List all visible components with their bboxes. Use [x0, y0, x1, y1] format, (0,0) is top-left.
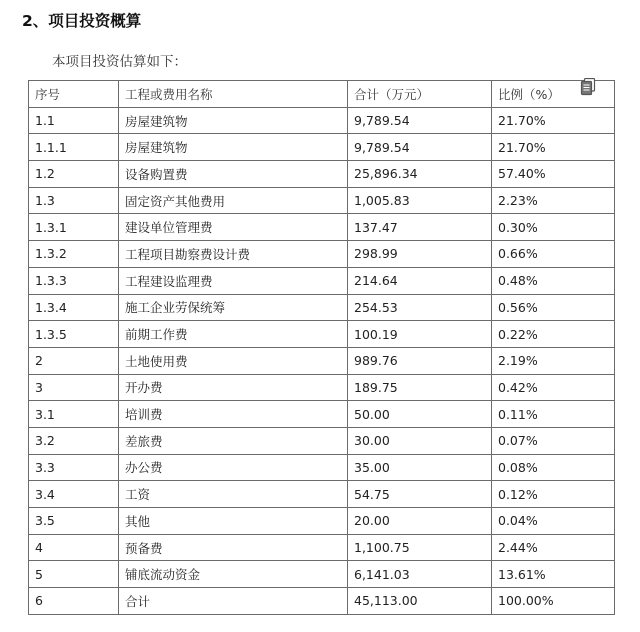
cell-name: 差旅费 [119, 427, 348, 454]
cell-index: 3 [29, 374, 119, 401]
cell-total: 54.75 [348, 481, 492, 508]
cell-index: 1.3.4 [29, 294, 119, 321]
cell-index: 3.4 [29, 481, 119, 508]
cell-index: 1.1 [29, 107, 119, 134]
cell-index: 2 [29, 347, 119, 374]
cell-total: 989.76 [348, 347, 492, 374]
header-index: 序号 [29, 81, 119, 108]
table-row [29, 241, 615, 268]
cell-index: 5 [29, 561, 119, 588]
table-row [29, 134, 615, 161]
cell-index: 3.2 [29, 427, 119, 454]
table-header-row [29, 81, 615, 108]
cell-name: 合计 [119, 588, 348, 615]
cell-ratio: 21.70% [492, 134, 615, 161]
cell-total: 50.00 [348, 401, 492, 428]
cell-name: 前期工作费 [119, 321, 348, 348]
cell-ratio: 0.56% [492, 294, 615, 321]
table-row [29, 427, 615, 454]
cell-name: 工程项目勘察费设计费 [119, 241, 348, 268]
cell-total: 1,100.75 [348, 534, 492, 561]
cell-ratio: 100.00% [492, 588, 615, 615]
cell-ratio: 13.61% [492, 561, 615, 588]
header-ratio: 比例（%） [492, 81, 615, 108]
cell-total: 6,141.03 [348, 561, 492, 588]
cell-name: 建设单位管理费 [119, 214, 348, 241]
cell-total: 25,896.34 [348, 161, 492, 188]
cell-ratio: 2.44% [492, 534, 615, 561]
cell-name: 工程建设监理费 [119, 267, 348, 294]
cell-index: 3.3 [29, 454, 119, 481]
cell-name: 固定资产其他费用 [119, 187, 348, 214]
cell-name: 其他 [119, 508, 348, 535]
cell-ratio: 0.11% [492, 401, 615, 428]
table-row [29, 454, 615, 481]
cell-index: 1.3.1 [29, 214, 119, 241]
cell-index: 1.3.5 [29, 321, 119, 348]
investment-table [28, 80, 615, 615]
cell-ratio: 0.66% [492, 241, 615, 268]
table-row [29, 508, 615, 535]
cell-index: 3.5 [29, 508, 119, 535]
cell-ratio: 0.08% [492, 454, 615, 481]
cell-total: 100.19 [348, 321, 492, 348]
cell-ratio: 0.07% [492, 427, 615, 454]
cell-name: 土地使用费 [119, 347, 348, 374]
section-heading: 2、项目投资概算 [22, 12, 142, 30]
cell-name: 预备费 [119, 534, 348, 561]
table-row [29, 187, 615, 214]
cell-name: 工资 [119, 481, 348, 508]
table-row [29, 481, 615, 508]
cell-ratio: 0.48% [492, 267, 615, 294]
cell-total: 9,789.54 [348, 107, 492, 134]
cell-total: 189.75 [348, 374, 492, 401]
cell-index: 1.3.3 [29, 267, 119, 294]
table-row [29, 267, 615, 294]
cell-ratio: 0.12% [492, 481, 615, 508]
table-row [29, 161, 615, 188]
table-row [29, 107, 615, 134]
cell-total: 45,113.00 [348, 588, 492, 615]
cell-total: 30.00 [348, 427, 492, 454]
cell-name: 培训费 [119, 401, 348, 428]
cell-total: 254.53 [348, 294, 492, 321]
cell-ratio: 0.04% [492, 508, 615, 535]
header-total: 合计（万元） [348, 81, 492, 108]
table-row [29, 401, 615, 428]
cell-total: 9,789.54 [348, 134, 492, 161]
cell-name: 施工企业劳保统筹 [119, 294, 348, 321]
table-row [29, 561, 615, 588]
cell-name: 房屋建筑物 [119, 107, 348, 134]
cell-ratio: 2.19% [492, 347, 615, 374]
cell-total: 20.00 [348, 508, 492, 535]
table-row [29, 294, 615, 321]
cell-name: 房屋建筑物 [119, 134, 348, 161]
copy-icon[interactable] [580, 78, 596, 96]
cell-index: 6 [29, 588, 119, 615]
cell-total: 298.99 [348, 241, 492, 268]
cell-index: 1.3 [29, 187, 119, 214]
table-body [29, 107, 615, 614]
cell-name: 办公费 [119, 454, 348, 481]
cell-ratio: 2.23% [492, 187, 615, 214]
table-row [29, 534, 615, 561]
cell-ratio: 0.22% [492, 321, 615, 348]
cell-index: 3.1 [29, 401, 119, 428]
cell-total: 214.64 [348, 267, 492, 294]
table-row [29, 214, 615, 241]
cell-name: 铺底流动资金 [119, 561, 348, 588]
table-row [29, 588, 615, 615]
cell-ratio: 57.40% [492, 161, 615, 188]
cell-ratio: 0.30% [492, 214, 615, 241]
cell-index: 1.2 [29, 161, 119, 188]
intro-text: 本项目投资估算如下： [52, 54, 187, 70]
cell-ratio: 21.70% [492, 107, 615, 134]
cell-ratio: 0.42% [492, 374, 615, 401]
cell-total: 35.00 [348, 454, 492, 481]
table-row [29, 347, 615, 374]
cell-name: 设备购置费 [119, 161, 348, 188]
cell-total: 1,005.83 [348, 187, 492, 214]
table-row [29, 321, 615, 348]
cell-total: 137.47 [348, 214, 492, 241]
cell-index: 1.1.1 [29, 134, 119, 161]
cell-index: 4 [29, 534, 119, 561]
cell-index: 1.3.2 [29, 241, 119, 268]
header-name: 工程或费用名称 [119, 81, 348, 108]
table-row [29, 374, 615, 401]
cell-name: 开办费 [119, 374, 348, 401]
